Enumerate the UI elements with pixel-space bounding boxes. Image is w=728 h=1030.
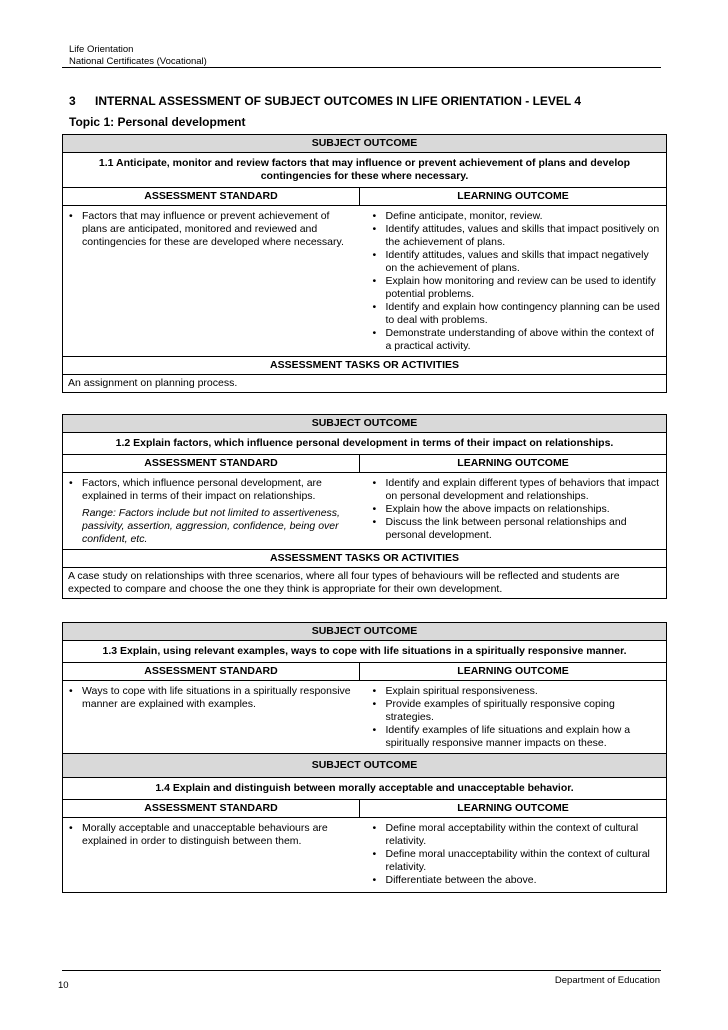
running-header [69, 44, 207, 68]
section-number: 3 [69, 94, 76, 108]
task-description: A case study on relationships with three scenarios, where all four types of behaviours will be reflected and students are expected to compare and choose the one they think is appropriate for their own development. [63, 568, 667, 599]
outcome-title: 1.2 Explain factors, which influence personal development in terms of their impact on relationships. [63, 433, 667, 455]
section-heading [69, 94, 581, 108]
learning-item: • Identify and explain how contingency planning can be used to deal with problems. [372, 301, 662, 327]
assessment-standard-cell [63, 473, 360, 550]
outcome-table-1-1 [62, 134, 667, 393]
subject-outcome-header: SUBJECT OUTCOME [63, 754, 667, 778]
assessment-standard-cell [63, 206, 360, 357]
footer-department: Department of Education [554, 975, 660, 986]
range-note: Range: Factors include but not limited to assertiveness, passivity, assertion, aggression, confidence, being over confident, etc. [82, 507, 340, 545]
section-title: INTERNAL ASSESSMENT OF SUBJECT OUTCOMES IN LIFE ORIENTATION - LEVEL 4 [95, 94, 582, 108]
learning-outcome-cell [360, 206, 667, 357]
learning-item: • Explain spiritual responsiveness. [372, 685, 662, 698]
topic-heading: Topic 1: Personal development [69, 115, 246, 129]
learning-item: • Discuss the link between personal relationships and personal development. [372, 516, 662, 542]
learning-item: • Explain how monitoring and review can be used to identify potential problems. [372, 275, 662, 301]
subject-outcome-header: SUBJECT OUTCOME [63, 415, 667, 433]
learning-outcome-header: LEARNING OUTCOME [360, 800, 667, 818]
header-subject: Life Orientation [69, 44, 134, 55]
learning-outcome-header: LEARNING OUTCOME [360, 188, 667, 206]
learning-item: • Define moral acceptability within the context of cultural relativity. [372, 822, 662, 848]
learning-item: • Provide examples of spiritually responsive coping strategies. [372, 698, 662, 724]
learning-item: • Demonstrate understanding of above within the context of a practical activity. [372, 327, 662, 353]
assessment-standard-header: ASSESSMENT STANDARD [63, 455, 360, 473]
learning-outcome-header: LEARNING OUTCOME [360, 455, 667, 473]
learning-item: • Explain how the above impacts on relationships. [372, 503, 662, 516]
standard-item: • Factors that may influence or prevent achievement of plans are anticipated, monitored and reviewed and contingencies for these are developed where necessary. [68, 210, 355, 249]
header-programme: National Certificates (Vocational) [69, 56, 207, 67]
learning-item: • Identify and explain different types of behaviors that impact on personal development and relationships. [372, 477, 662, 503]
outcome-title: 1.3 Explain, using relevant examples, ways to cope with life situations in a spiritually responsive manner. [63, 641, 667, 663]
learning-outcome-cell [360, 681, 667, 754]
outcome-title: 1.1 Anticipate, monitor and review factors that may influence or prevent achievement of plans and develop contingencies for these where necessary. [63, 153, 667, 188]
standard-item: • Ways to cope with life situations in a spiritually responsive manner are explained with examples. [68, 685, 355, 711]
learning-item: • Identify attitudes, values and skills that impact positively on the achievement of plans. [372, 223, 662, 249]
outcome-title: 1.4 Explain and distinguish between morally acceptable and unacceptable behavior. [63, 778, 667, 800]
header-divider [62, 67, 661, 68]
subject-outcome-header: SUBJECT OUTCOME [63, 135, 667, 153]
outcome-table-1-2 [62, 414, 667, 599]
assessment-standard-cell [63, 681, 360, 754]
assessment-standard-header: ASSESSMENT STANDARD [63, 188, 360, 206]
footer-divider [62, 970, 661, 971]
assessment-standard-header: ASSESSMENT STANDARD [63, 663, 360, 681]
tasks-header: ASSESSMENT TASKS OR ACTIVITIES [63, 357, 667, 375]
page-number: 10 [58, 980, 69, 991]
outcome-table-1-3-1-4 [62, 622, 667, 893]
learning-item: • Define anticipate, monitor, review. [372, 210, 662, 223]
assessment-standard-header: ASSESSMENT STANDARD [63, 800, 360, 818]
assessment-standard-cell [63, 818, 360, 893]
learning-item: • Differentiate between the above. [372, 874, 662, 887]
subject-outcome-header: SUBJECT OUTCOME [63, 623, 667, 641]
learning-item: • Identify attitudes, values and skills that impact negatively on the achievement of plans. [372, 249, 662, 275]
standard-item: • Factors, which influence personal development, are explained in terms of their impact on relationships. [68, 477, 355, 503]
learning-outcome-cell [360, 473, 667, 550]
learning-outcome-header: LEARNING OUTCOME [360, 663, 667, 681]
tasks-header: ASSESSMENT TASKS OR ACTIVITIES [63, 550, 667, 568]
standard-item: • Morally acceptable and unacceptable behaviours are explained in order to distinguish between them. [68, 822, 355, 848]
task-description: An assignment on planning process. [63, 375, 667, 393]
learning-item: • Identify examples of life situations and explain how a spiritually responsive manner impacts on these. [372, 724, 662, 750]
learning-outcome-cell [360, 818, 667, 893]
learning-item: • Define moral unacceptability within the context of cultural relativity. [372, 848, 662, 874]
